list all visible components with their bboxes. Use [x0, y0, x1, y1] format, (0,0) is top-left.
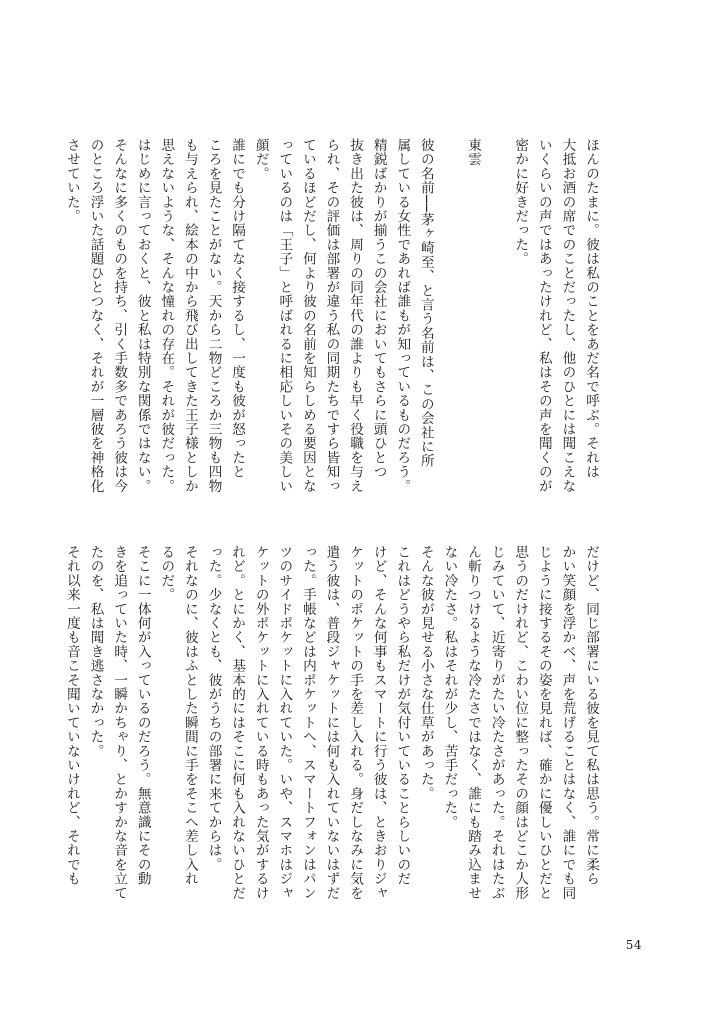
text-line: そんなに多くのものを持ち、引く手数多であろう彼は今: [111, 138, 128, 493]
text-line: ているほどだし、何より彼の名前を知らしめる要因とな: [299, 138, 316, 493]
text-line: 彼の名前──茅ヶ崎至、と言う名前は、この会社に所: [417, 138, 434, 468]
text-line: ケットの外ポケットに入れている時もあった気がするけ: [252, 545, 269, 900]
text-line: ツのサイドポケットに入れていた。いや、スマホはジャ: [276, 545, 293, 900]
text-line: れど。とにかく、基本的にはそこに何も入れないひとだ: [229, 545, 246, 900]
text-line: のところ浮いた話題ひとつなく、それが一層彼を神格化: [87, 138, 104, 493]
text-line: 属している女性であれば誰もが知っているものだろう。: [394, 138, 411, 493]
text-line: 大抵お酒の席でのことだったし、他のひとには聞こえな: [559, 138, 576, 493]
text-line: 東雲: [465, 138, 482, 167]
text-line: けど、そんな何事もスマートに行う彼は、ときおりジャ: [370, 545, 387, 900]
text-line: 顔だ。: [252, 138, 269, 181]
text-line: られ、その評価は部署が違う私の同期たちですら皆知っ: [323, 138, 340, 493]
text-line: それなのに、彼はふとした瞬間に手をそこへ差し入れ: [181, 545, 198, 886]
text-line: ない冷たさ。私はそれが少し、苦手だった。: [441, 545, 458, 829]
text-line: 密かに好きだった。: [512, 138, 529, 266]
text-line: いくらいの声ではあったけれど、私はその声を聞くのが: [535, 138, 552, 493]
text-line: 精鋭ばかりが揃うこの会社においてもさらに頭ひとつ: [370, 138, 387, 479]
text-line: じように接するその姿を見れば、確かに優しいひとだと: [535, 545, 552, 900]
text-line: も与えられ、絵本の中から飛び出してきた王子様としか: [181, 138, 198, 493]
text-line: たのを、私は聞き逃さなかった。: [87, 545, 104, 758]
text-line: そこに一体何が入っているのだろう。無意識にその動: [134, 545, 151, 886]
text-line: 思えないような、そんな憧れの存在。それが彼だった。: [158, 138, 175, 493]
text-line: そんな彼が見せる小さな仕草があった。: [417, 545, 434, 801]
top-text-block: [63, 138, 602, 538]
text-line: っているのは「王子」と呼ばれるに相応しいその美しい: [276, 138, 293, 493]
text-line: させていた。: [63, 138, 80, 224]
text-line: これはどうやら私だけが気付いていることらしいのだ: [394, 545, 411, 886]
text-line: るのだ。: [158, 545, 175, 602]
bottom-text-block: [63, 545, 602, 945]
page-number: 54: [625, 938, 642, 952]
text-line: ころを見たことがない。天から二物どころか三物も四物: [205, 138, 222, 493]
text-line: [484, 138, 508, 538]
text-line: った。少なくとも、彼がうちの部署に来てからは。: [205, 545, 222, 872]
text-line: 遣う彼は、普段ジャケットには何も入れていないはずだ: [323, 545, 340, 900]
text-line: だけど、同じ部署にいる彼を見て私は思う。常に柔ら: [583, 545, 599, 886]
text-line: それ以来一度も音こそ聞いていないけれど、それでも: [63, 545, 80, 886]
text-line: った。手帳などは内ポケットへ、スマートフォンはパン: [299, 545, 316, 900]
text-line: ほんのたまに。彼は私のことをあだ名で呼ぶ。それは: [583, 138, 599, 479]
text-line: ケットのポケットの手を差し入れる。身だしなみに気を: [347, 545, 364, 900]
text-line: ん斬りつけるような冷たさではなく、誰にも踏み込ませ: [465, 545, 482, 900]
text-line: かい笑顔を浮かべ、声を荒げることはなく、誰にでも同: [559, 545, 576, 900]
text-line: 思うのだけれど、こわい位に整ったその顔はどこか人形: [512, 545, 529, 900]
text-line: [437, 138, 461, 538]
text-line: じみていて、近寄りがたい冷たさがあった。それはたぶ: [488, 545, 505, 900]
text-line: 誰にでも分け隔てなく接するし、一度も彼が怒ったと: [229, 138, 246, 479]
text-line: はじめに言っておくと、彼と私は特別な関係ではない。: [134, 138, 151, 493]
text-line: きを追っていた時、一瞬かちゃり、とかすかな音を立て: [111, 545, 128, 900]
text-line: 抜き出た彼は、周りの同年代の誰よりも早く役職を与え: [347, 138, 364, 493]
